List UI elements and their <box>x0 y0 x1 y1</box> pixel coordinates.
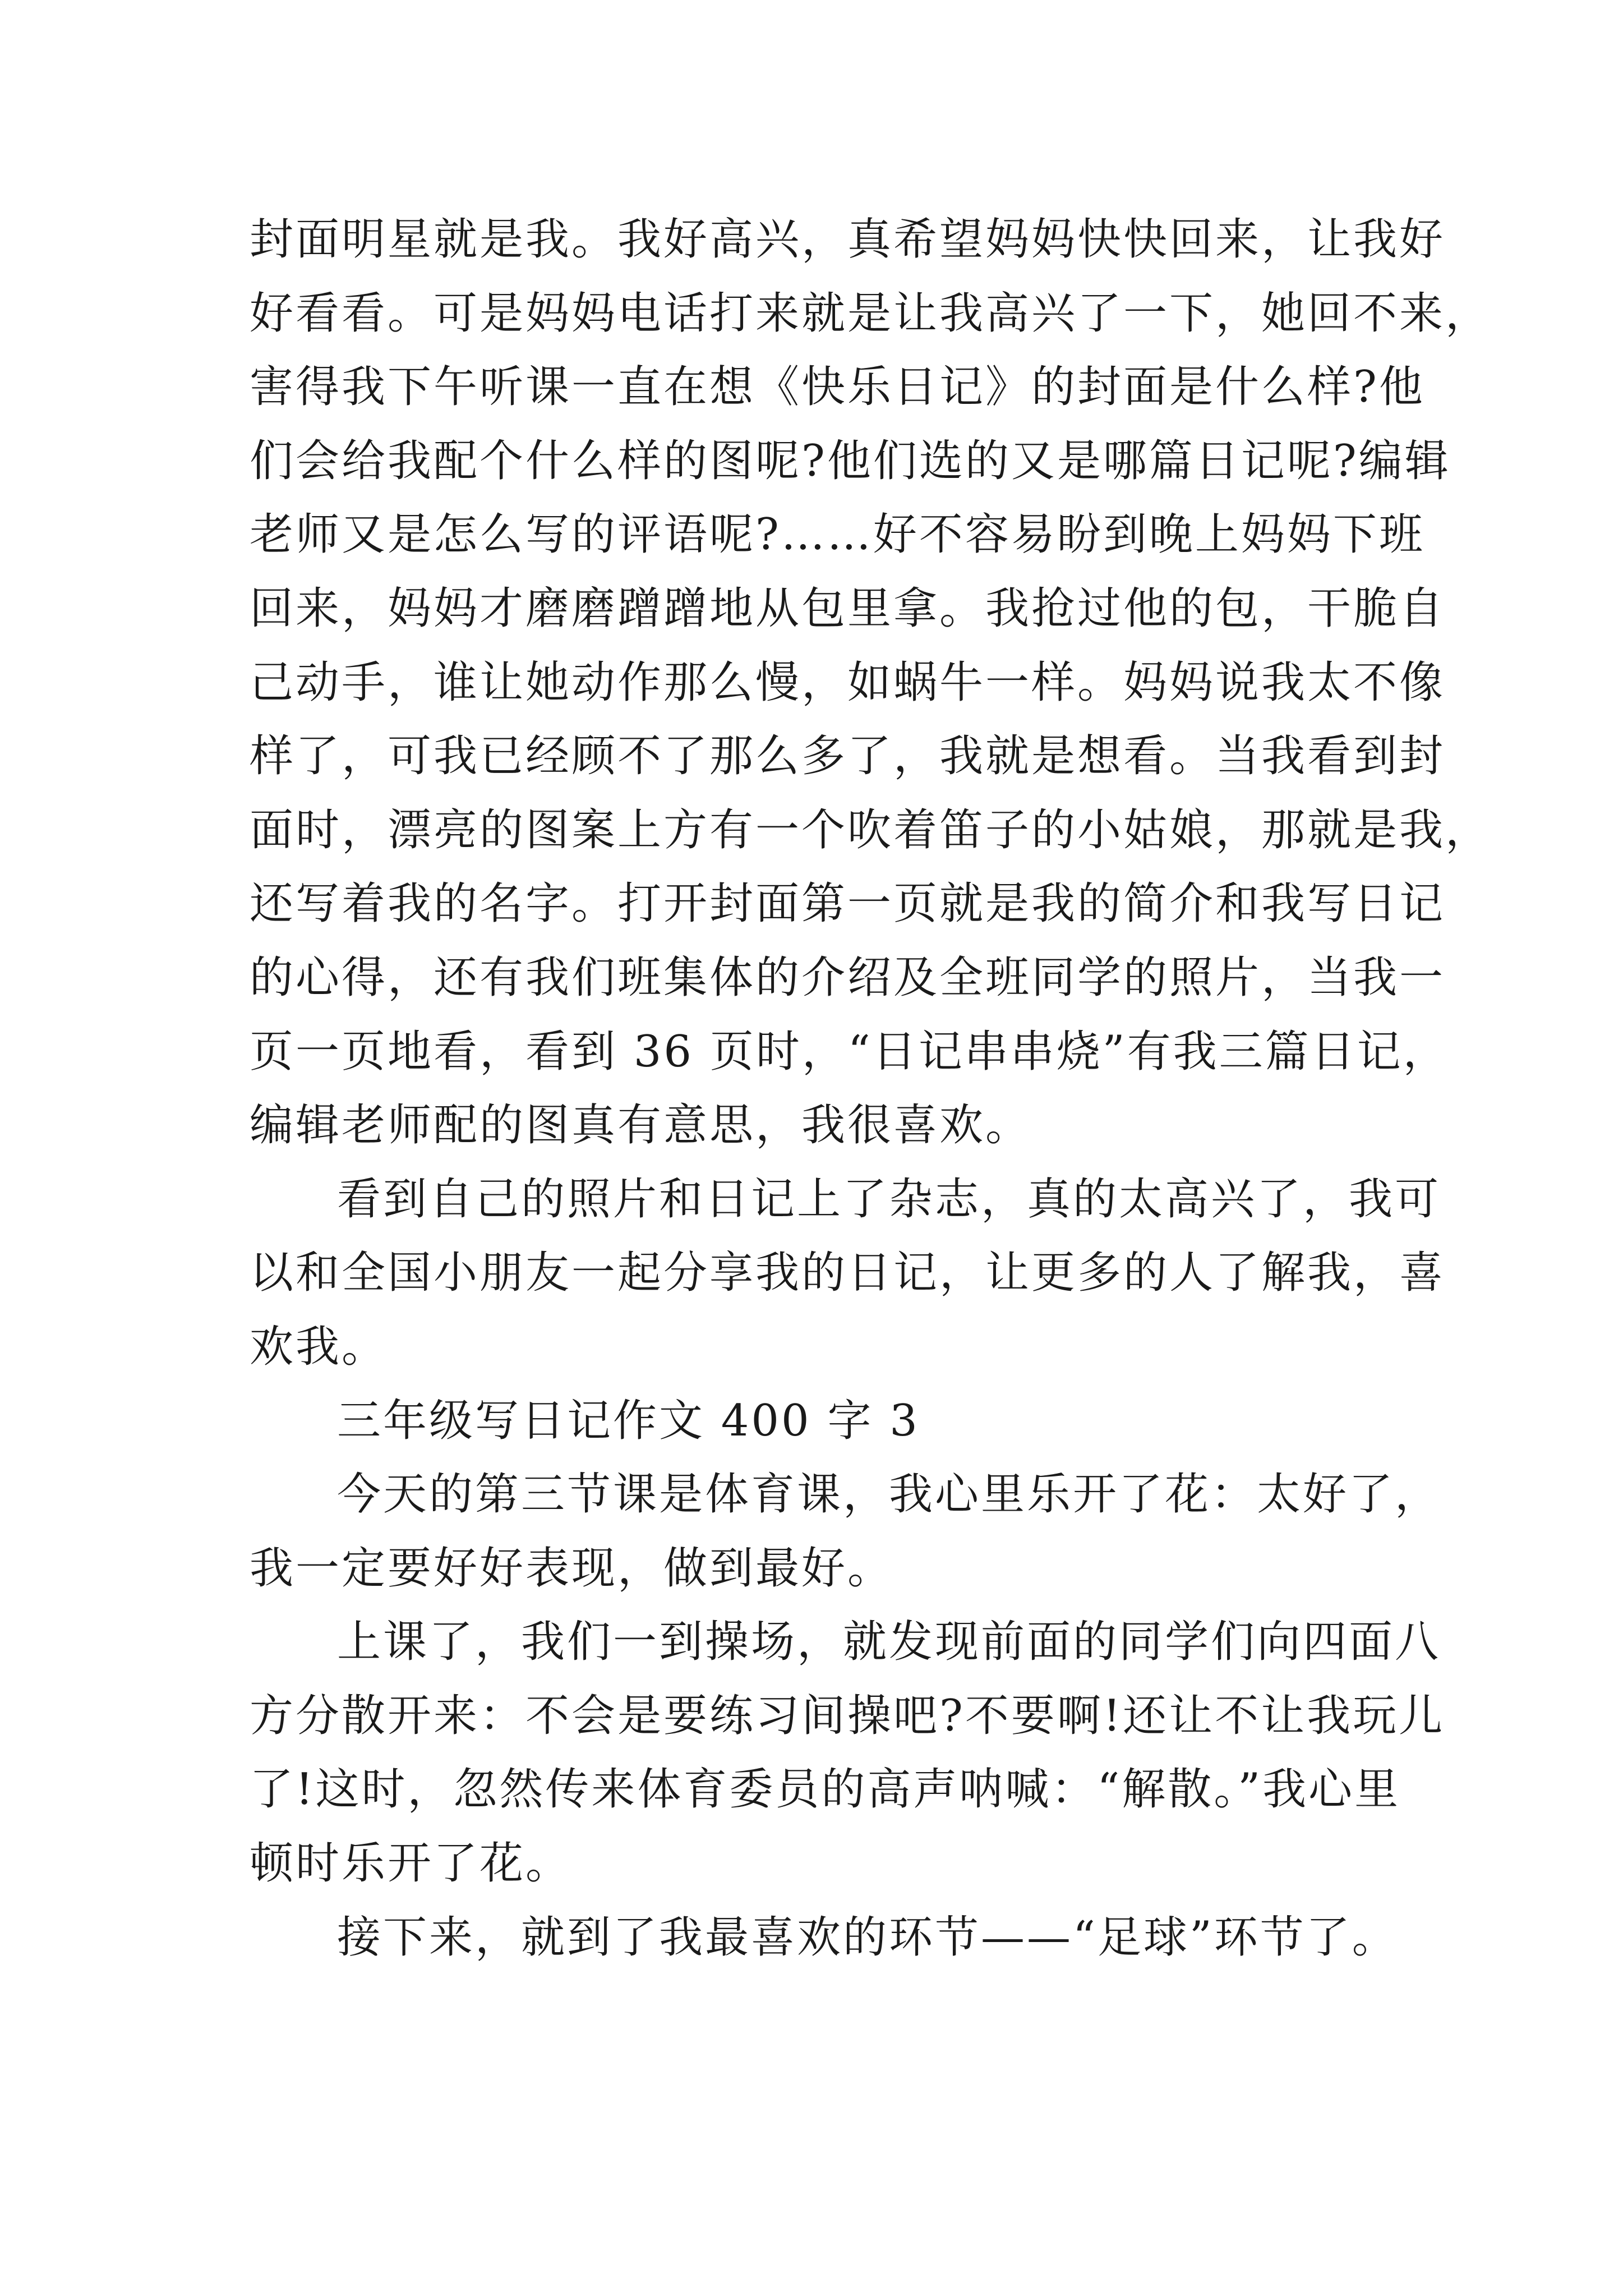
text-line: 上课了，我们一到操场，就发现前面的同学们向四面八 <box>337 1617 1441 1668</box>
text-line: 们会给我配个什么样的图呢?他们选的又是哪篇日记呢?编辑 <box>250 435 1451 486</box>
text-line: 了!这时，忽然传来体育委员的高声呐喊：“解散。”我心里 <box>250 1764 1401 1815</box>
text-line: 己动手，谁让她动作那么慢，如蜗牛一样。妈妈说我太不像 <box>250 657 1446 708</box>
text-line: 编辑老师配的图真有意思，我很喜欢。 <box>250 1100 1032 1151</box>
text-line: 封面明星就是我。我好高兴，真希望妈妈快快回来，让我好 <box>250 214 1446 265</box>
text-line: 三年级写日记作文 400 字 3 <box>337 1395 920 1446</box>
text-line: 今天的第三节课是体育课，我心里乐开了花：太好了， <box>337 1469 1441 1520</box>
text-line: 看到自己的照片和日记上了杂志，真的太高兴了，我可 <box>337 1174 1441 1225</box>
text-line: 方分散开来：不会是要练习间操吧?不要啊!还让不让我玩儿 <box>250 1690 1445 1741</box>
text-line: 害得我下午听课一直在想《快乐日记》的封面是什么样?他 <box>250 362 1425 413</box>
text-line: 我一定要好好表现，做到最好。 <box>250 1543 894 1594</box>
text-line: 欢我。 <box>250 1321 388 1372</box>
text-line: 页一页地看，看到 36 页时，“日记串串烧”有我三篇日记， <box>250 1026 1449 1077</box>
article-body <box>250 203 1492 1975</box>
text-line: 接下来，就到了我最喜欢的环节——“足球”环节了。 <box>337 1912 1398 1963</box>
text-line: 老师又是怎么写的评语呢?……好不容易盼到晚上妈妈下班 <box>250 509 1425 560</box>
text-line: 的心得，还有我们班集体的介绍及全班同学的照片，当我一 <box>250 952 1446 1003</box>
text-line: 顿时乐开了花。 <box>250 1838 572 1889</box>
text-line: 好看看。可是妈妈电话打来就是让我高兴了一下，她回不来， <box>250 288 1492 339</box>
text-line: 样了，可我已经顾不了那么多了，我就是想看。当我看到封 <box>250 731 1446 782</box>
text-line: 以和全国小朋友一起分享我的日记，让更多的人了解我，喜 <box>250 1248 1446 1299</box>
text-line: 回来，妈妈才磨磨蹭蹭地从包里拿。我抢过他的包，干脆自 <box>250 583 1446 634</box>
text-line: 还写着我的名字。打开封面第一页就是我的简介和我写日记 <box>250 878 1446 930</box>
text-line: 面时，漂亮的图案上方有一个吹着笛子的小姑娘，那就是我， <box>250 804 1492 855</box>
